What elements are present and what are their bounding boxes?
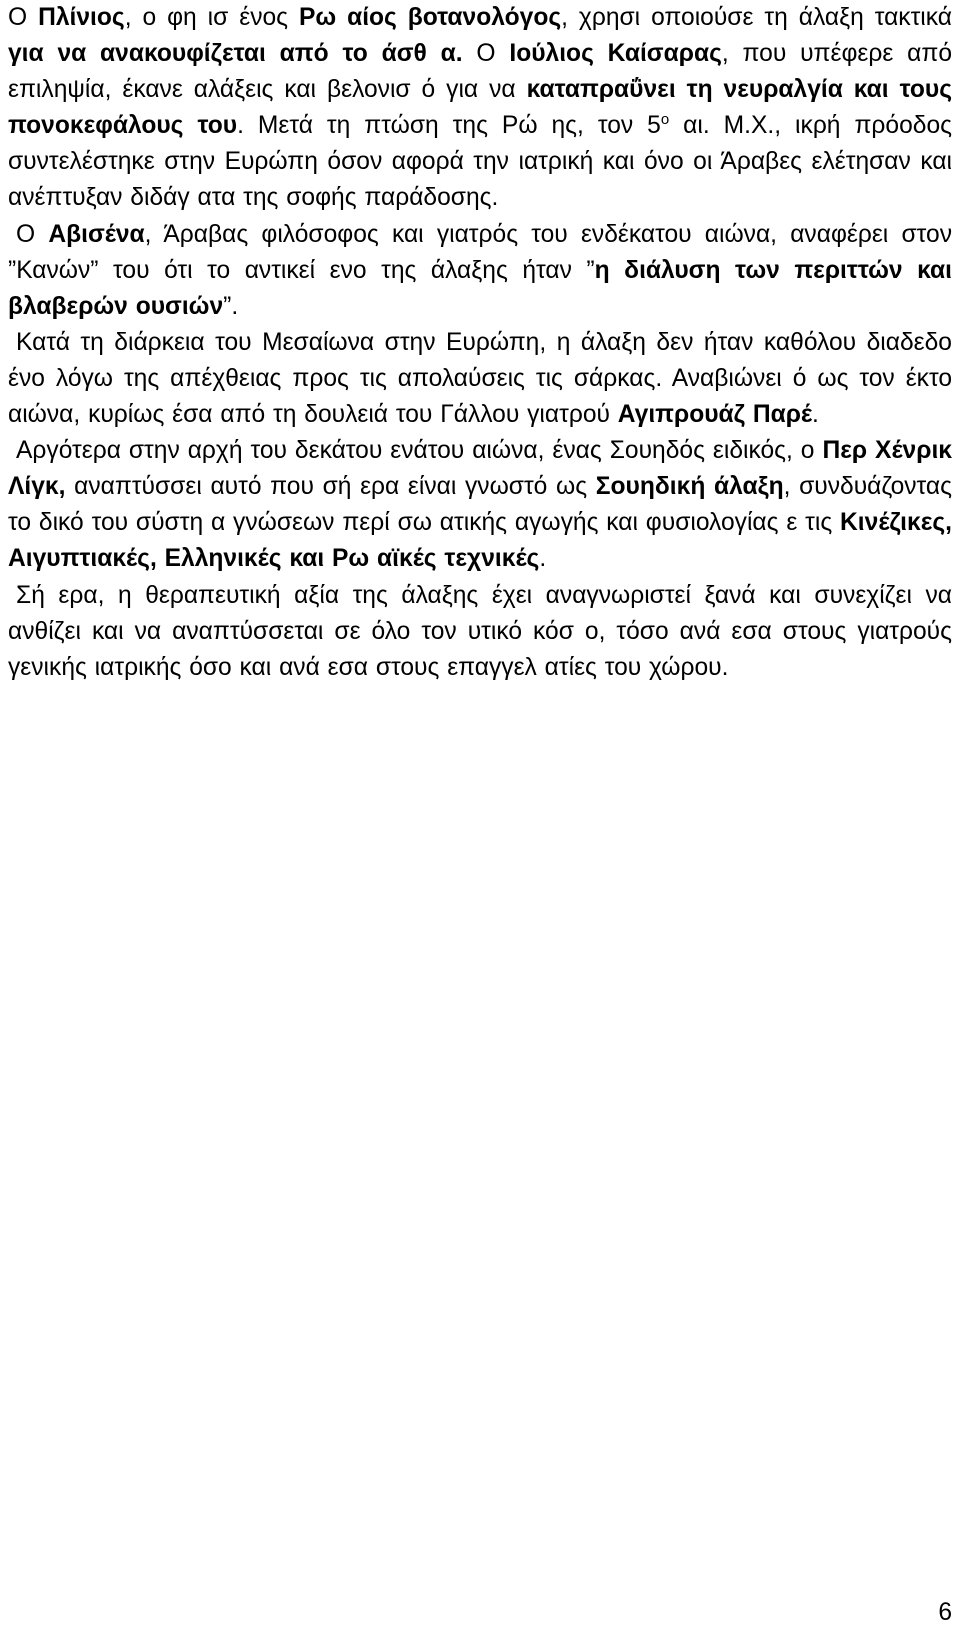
- bold-text-run: Ιούλιος Καίσαρας: [509, 40, 722, 68]
- text-run: , ο φη ισ ένος: [124, 4, 299, 31]
- text-run: Αργότερα στην αρχή του δεκάτου ενάτου αιώνα, ένας Σουηδός ειδικός, ο: [16, 437, 823, 465]
- page-number: 6: [938, 1599, 952, 1626]
- paragraph-ling: [8, 433, 952, 577]
- text-run: αι. Μ.Χ., ικρή πρόοδος συντελέστηκε στην Ευρώπη όσον αφορά την ιατρική και όνο οι Άραβες ελέτησαν και ανέπτυξαν διδάγ ατα της σοφής παράδοσης.: [8, 112, 953, 212]
- text-run: . Μετά τη πτώση της Ρώ ης, τον 5: [237, 112, 661, 140]
- paragraph-pliny: [8, 0, 952, 217]
- text-run: , Άραβας φιλόσοφος και γιατρός του ενδέκατου αιώνα, αναφέρει στον ”Κανών” του ότι το αντικεί ενο της άλαξης ήταν ”: [8, 220, 952, 284]
- text-run: ”.: [223, 292, 239, 320]
- paragraph-middle-ages: [8, 325, 952, 433]
- text-run: , χρησι οποιούσε τη άλαξη τακτικά: [561, 4, 952, 31]
- bold-text-run: Κινέζικες, Αιγυπτιακές, Ελληνικές και Ρω αϊκές τεχνικές: [8, 509, 952, 573]
- text-run: Σή ερα, η θεραπευτική αξία της άλαξης έχει αναγνωριστεί ξανά και συνεχίζει να ανθίζει και να αναπτύσσεται σε όλο τον υτικό κόσ ο, τόσο ανά εσα στους γιατρούς γενικής ιατρικής όσο και ανά εσα στους επαγγελ ατίες του χώρου.: [8, 581, 952, 681]
- text-run: .: [812, 401, 819, 429]
- text-run: αναπτύσσει αυτό που σή ερα είναι γνωστό ως: [65, 473, 596, 501]
- bold-text-run: Σουηδική άλαξη: [595, 473, 784, 501]
- text-run: Ο: [16, 220, 49, 248]
- bold-text-run: Αβισένα: [48, 220, 145, 248]
- document-body: [8, 0, 952, 686]
- text-run: , που υπέφερε από επιληψία, έκανε αλάξεις και βελονισ ό για να: [8, 40, 953, 104]
- paragraph-avicenna: [8, 217, 952, 325]
- paragraph-today: [8, 578, 952, 686]
- superscript-text: ο: [660, 111, 670, 129]
- text-run: Ο: [462, 40, 510, 68]
- text-run: , συνδυάζοντας το δικό του σύστη α γνώσεων περί σω ατικής αγωγής και φυσιολογίας ε τις: [8, 473, 952, 537]
- text-run: Κατά τη διάρκεια του Μεσαίωνα στην Ευρώπη, η άλαξη δεν ήταν καθόλου διαδεδο ένο λόγω της απέχθειας προς τις απολαύσεις τις σάρκας. Αναβιώνει ό ως τον έκτο αιώνα, κυρίως έσα από τη δουλειά του Γάλλου γιατρού: [8, 328, 952, 429]
- bold-text-run: Ρω αίος βοτανολόγος: [298, 4, 562, 31]
- bold-text-run: Πλίνιος: [38, 4, 125, 31]
- bold-text-run: Περ Χένρικ Λίγκ,: [8, 437, 952, 501]
- text-run: Ο: [8, 4, 39, 31]
- bold-text-run: καταπραΰνει τη νευραλγία και τους πονοκεφάλους του: [8, 76, 952, 140]
- bold-text-run: η διάλυση των περιττών και βλαβερών ουσιών: [8, 256, 952, 320]
- bold-text-run: για να ανακουφίζεται από το άσθ α.: [8, 40, 463, 68]
- bold-text-run: Αγιπρουάζ Παρέ: [617, 401, 813, 429]
- text-run: .: [539, 545, 547, 573]
